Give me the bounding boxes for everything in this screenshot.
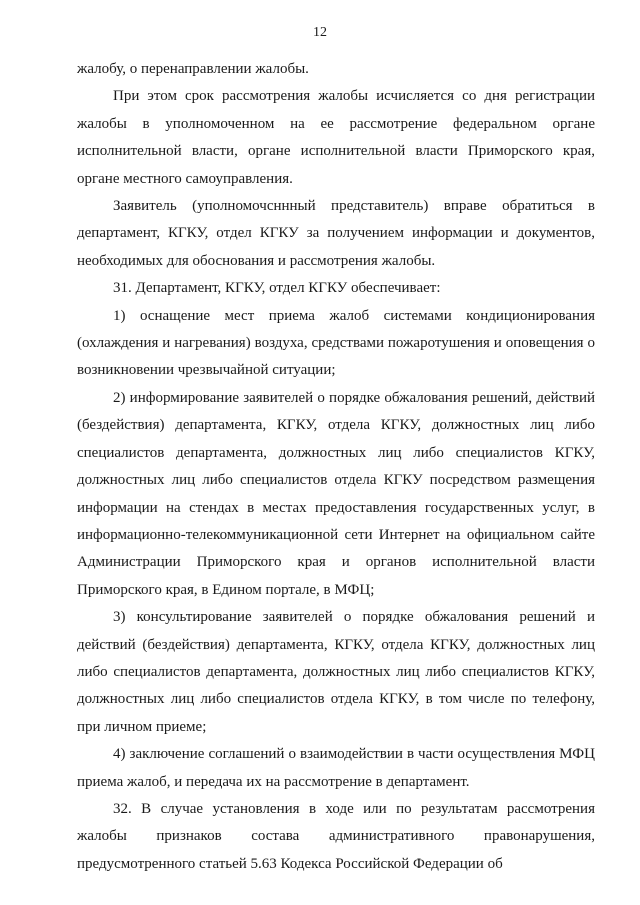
paragraph-clause-31: 31. Департамент, КГКУ, отдел КГКУ обеспечивает: [113, 280, 441, 297]
paragraph-item-3: 3) консультирование заявителей о порядке обжалования решений и действий (бездействия) департамента, КГКУ, отдела КГКУ, должностных лиц либо специалистов департамента, должностных лиц либо специалистов КГКУ, должностных лиц либо специалистов отдела КГКУ, в том числе по телефону, при личном приеме; [77, 609, 595, 735]
page-number: 12 [313, 25, 327, 40]
paragraph-item-1: 1) оснащение мест приема жалоб системами кондиционирования (охлаждения и нагревания) воздуха, средствами пожаротушения и оповещения о возникновении чрезвычайной ситуации; [77, 307, 595, 379]
paragraph-clause-32: 32. В случае установления в ходе или по результатам рассмотрения жалобы признаков состава административного правонарушения, предусмотренного статьей 5.63 Кодекса Российской Федерации об [77, 800, 595, 872]
document-body [77, 56, 595, 878]
paragraph-item-2: 2) информирование заявителей о порядке обжалования решений, действий (бездействия) департамента, КГКУ, отдела КГКУ, должностных лиц либо специалистов департамента, должностных лиц либо специалистов КГКУ, должностных лиц либо специалистов отдела КГКУ посредством размещения информации на стендах в местах предоставления государственных услуг, в информационно-телекоммуникационной сети Интернет на официальном сайте Администрации Приморского края и органов исполнительной власти Приморского края, в Едином портале, в МФЦ; [77, 389, 595, 598]
paragraph-applicant-right: Заявитель (уполномочсннный представитель) вправе обратиться в департамент, КГКУ, отдел КГКУ за получением информации и документов, необходимых для обоснования и рассмотрения жалобы. [77, 198, 595, 269]
paragraph-continuation: жалобу, о перенаправлении жалобы. [77, 61, 309, 77]
paragraph-item-4: 4) заключение соглашений о взаимодействии в части осуществления МФЦ приема жалоб, и передача их на рассмотрение в департамент. [77, 746, 595, 790]
paragraph-review-term: При этом срок рассмотрения жалобы исчисляется со дня регистрации жалобы в уполномоченном на ее рассмотрение федеральном органе исполнительной власти, органе исполнительной власти Приморского края, органе местного самоуправления. [77, 88, 595, 187]
